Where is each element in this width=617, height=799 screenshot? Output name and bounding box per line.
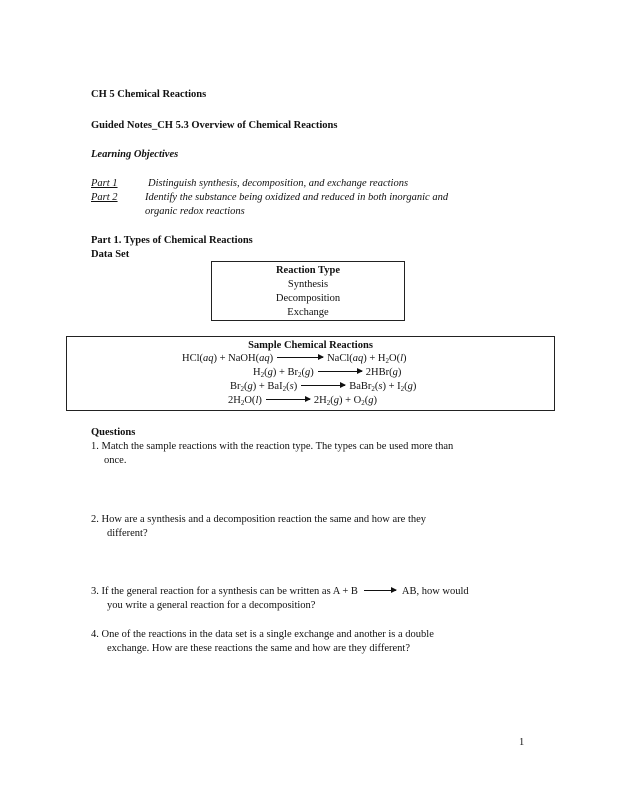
chapter-title: CH 5 Chemical Reactions [91,89,207,100]
question-1-line2: once. [104,455,127,466]
reaction-3: $Br_2(g) + BaI_2(s)$ BaBr$_2$(s) + $I_2(g)$ [230,381,417,393]
reaction-type-decomposition: Decomposition [275,293,341,304]
part1-objective: Distinguish synthesis, decomposition, and exchange reactions [148,178,409,189]
question-4-line2: exchange. How are these reactions the same and how are they different? [107,643,411,654]
question-3-line1 [91,585,469,598]
reaction-arrow [277,357,323,358]
reaction-2: $H_2(g) + Br_2(g)$ 2HBr(g) [253,367,402,379]
question-1-line1: 1. Match the sample reactions with the reaction type. The types can be used more than [91,441,454,452]
question-4-line1: 4. One of the reactions in the data set is a single exchange and another is a double [91,629,434,640]
part1-label: Part 1 [91,178,118,189]
questions-heading: Questions [91,427,136,438]
question-3-text-end: AB, how would [401,586,469,597]
reaction-arrow [301,385,345,386]
question-3-line2: you write a general reaction for a decomposition? [107,600,316,611]
sample-reactions-box [66,336,555,411]
reaction-type-exchange: Exchange [287,307,329,318]
question-2-line2: different? [107,528,148,539]
notes-title: Guided Notes_CH 5.3 Overview of Chemical Reactions [91,120,338,131]
reaction-arrow [266,399,310,400]
reaction-4: $2H_2O(l) 2H_2(g) + O_2(g)$ [228,395,377,407]
part1-heading: Part 1. Types of Chemical Reactions [91,235,253,246]
reaction-arrow [318,371,362,372]
reaction-type-box [211,261,405,321]
general-reaction-arrow [364,590,396,591]
part2-objective-line2: organic redox reactions [145,206,245,217]
data-set-label: Data Set [91,249,130,260]
page-number: 1 [519,737,525,748]
question-3-text-start: 3. If the general reaction for a synthesis can be written as A + B [91,586,358,597]
sample-reactions-heading: Sample Chemical Reactions [248,340,373,351]
part2-label: Part 2 [91,192,118,203]
question-2-line1: 2. How are a synthesis and a decomposition reaction the same and how are they [91,514,427,525]
reaction-1: HCl(aq) + NaOH(aq) NaCl(aq) + $H_2O(l)$ [182,353,407,365]
reaction-type-synthesis: Synthesis [287,279,329,290]
objectives-heading: Learning Objectives [91,149,179,160]
reaction-type-heading: Reaction Type [275,265,341,276]
part2-objective-line1: Identify the substance being oxidized and reduced in both inorganic and [145,192,449,203]
